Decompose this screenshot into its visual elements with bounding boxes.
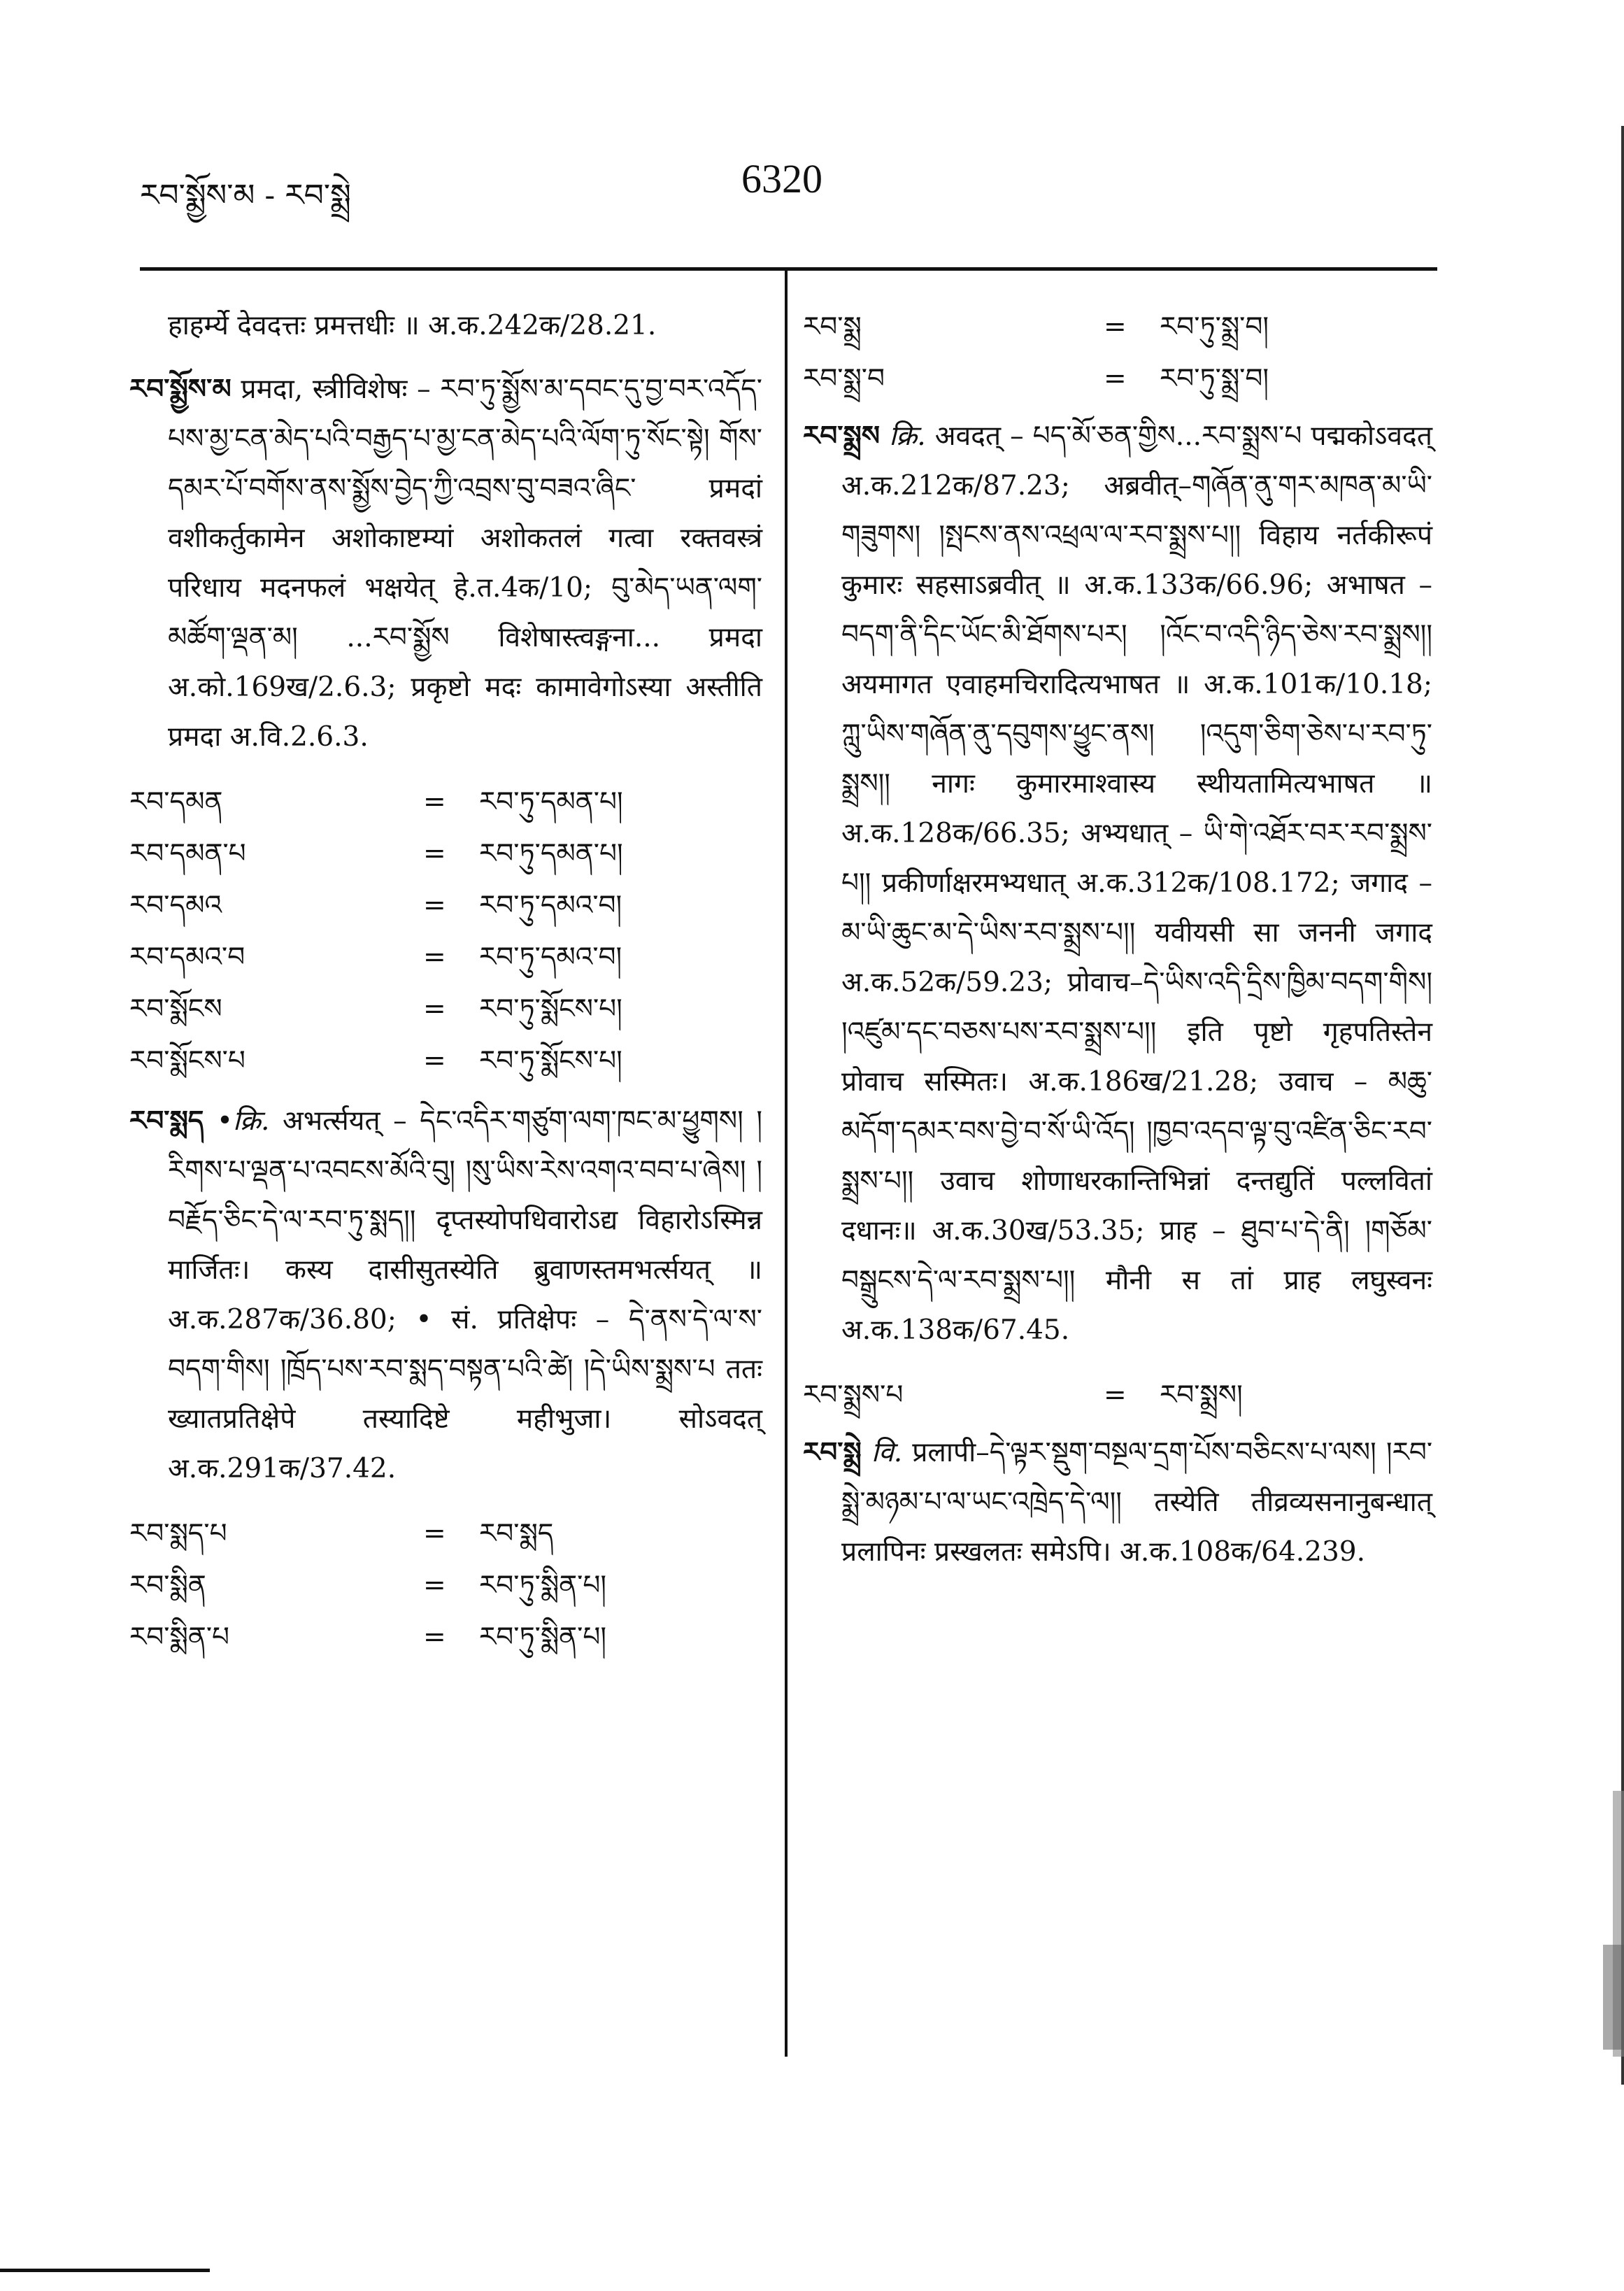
xref-target: རབ་ཏུ་སྨོངས་པ།	[479, 1044, 622, 1077]
xref-equals: =	[423, 1621, 446, 1653]
dictionary-entry	[803, 1428, 1432, 1577]
xref-equals: =	[423, 1044, 446, 1077]
xref-target: རབ་ཏུ་སྨྲ་བ།	[1160, 362, 1269, 395]
xref-target: རབ་ཏུ་དམའ་བ།	[479, 889, 622, 921]
grammar-label: वि.	[871, 1437, 903, 1468]
dictionary-entry	[129, 364, 762, 762]
xref-target: རབ་ཏུ་དམན་པ།	[479, 786, 623, 818]
cross-reference	[129, 1035, 762, 1086]
entry-text: अवदत् – པད་མོ་ཅན་གྱིས...རབ་སྨྲས་པ पद्मकोऽवदत् अ.क.212क/87.23; अब्रवीत्–གཞོན་ནུ་གར་མཁན་མ་ཡི་གཟུགས། །སྤངས་ནས་འཕྲལ་ལ་རབ་སྨྲས་པ།། विहाय नर्तकीरूपं कुमारः सहसाऽब्रवीत् ॥ अ.क.133क/66.96; अभाषत – བདག་ནི་དིང་ཡོང་མི་ཐོགས་པར། །འོང་བ་འདི་ཉིད་ཅེས་རབ་སྨྲས།། अयमागत एवाहमचिरादित्यभाषत ॥ अ.क.101क/10.18; ཀླུ་ཡིས་གཞོན་ནུ་དབུགས་ཕྱུང་ནས། །འདུག་ཅིག་ཅེས་པ་རབ་ཏུ་སྨྲས།། नागः कुमारमाश्वास्य स्थीयतामित्यभाषत ॥ अ.क.128क/66.35; अभ्यधात् – ཡི་གེ་འཐོར་བར་རབ་སྨྲས་པ།། प्रकीर्णाक्षरमभ्यधात् अ.क.312क/108.172; जगाद – མ་ཡི་ཆུང་མ་དེ་ཡིས་རབ་སྨྲས་པ།། यवीयसी सा जननी जगाद अ.क.52क/59.23; प्रोवाच–དེ་ཡིས་འདི་དྲིས་ཁྱིམ་བདག་གིས། །འཛུམ་དང་བཅས་པས་རབ་སྨྲས་པ།། इति पृष्टो गृहपतिस्तेन प्रोवाच सस्मितः। अ.क.186ख/21.28; उवाच – མཆུ་མདོག་དམར་བས་བྱེ་བ་སོ་ཡི་འོད། །ཁྱབ་འདབ་ལྟ་བུ་འཛིན་ཅིང་རབ་སྨྲས་པ།། उवाच शोणाधरकान्तिभिन्नां दन्तद्युतिं पल्लवितां दधानः॥ अ.क.30ख/53.35; प्राह – ཐུབ་པ་དེ་ནི། །གཅོམ་བསྒྲུངས་དེ་ལ་རབ་སྨྲས་པ།། मौनी स तां प्राह लघुस्वनः अ.क.138क/67.45.	[841, 420, 1432, 1346]
footer-rule	[0, 2269, 210, 2272]
xref-headword: རབ་དམན	[129, 786, 223, 818]
xref-equals: =	[423, 1569, 446, 1601]
cross-reference	[803, 353, 1432, 404]
page-number: 6320	[741, 156, 822, 201]
entry-headword: རབ་སྨད	[129, 1105, 204, 1137]
xref-headword: རབ་སྨིན	[129, 1569, 206, 1601]
xref-equals: =	[423, 1517, 446, 1549]
column-divider	[785, 269, 788, 2057]
grammar-label: •क्रि.	[216, 1105, 270, 1137]
cross-reference	[129, 1508, 762, 1559]
xref-equals: =	[423, 941, 446, 973]
entry-headword: རབ་སྨྱོས་མ	[129, 373, 232, 405]
cross-reference-list	[803, 301, 1432, 404]
xref-target: རབ་ཏུ་སྨྲ་བ།	[1160, 311, 1269, 343]
xref-headword: རབ་སྨྲ་བ	[803, 362, 885, 395]
xref-headword: རབ་དམའ་བ	[129, 941, 245, 973]
cross-reference	[129, 776, 762, 828]
cross-reference	[129, 1559, 762, 1611]
xref-headword: རབ་སྨོངས་པ	[129, 1044, 245, 1077]
entry-text: हाहर्म्ये देवदत्तः प्रमत्तधीः ॥ अ.क.242क/28.21.	[168, 310, 657, 341]
entry-headword: རབ་སྨྲེ	[803, 1436, 862, 1468]
xref-equals: =	[423, 837, 446, 870]
xref-equals: =	[1104, 1379, 1127, 1411]
entry-text: प्रलापी–དེ་ལྟར་སྡུག་བསྔལ་དྲག་པོས་བཅིངས་པ་ལས། །རབ་སྨྲེ་མཉམ་པ་ལ་ཡང་འཁྲེད་དེ་ལ།། तस्येति तीव्रव्यसनानुबन्धात् प्रलापिनः प्रस्खलतः समेऽपि। अ.क.108क/64.239.	[841, 1437, 1433, 1568]
entry-continuation	[129, 301, 762, 350]
xref-equals: =	[423, 889, 446, 921]
entry-text: अभर्त्सयत् – དེང་འདིར་གཙུག་ལག་ཁང་མ་ཕྱུགས། །རིགས་པ་ལྡན་པ་འབངས་མོའི་བུ། །སུ་ཡིས་རེས་འགའ་བབ་པ་ཞེས། །བརྗོད་ཅིང་དེ་ལ་རབ་ཏུ་སྨད།། दृप्तस्योपधिवारोऽद्य विहारोऽस्मिन्न मार्जितः। कस्य दासीसुतस्येति ब्रुवाणस्तमभर्त्सयत् ॥ अ.क.287क/36.80; • सं. प्रतिक्षेपः – དེ་ནས་དེ་ལ་ས་བདག་གིས། །ཁྲོད་པས་རབ་སྨད་བསྟན་པའི་ཚེ། །དེ་ཡིས་སྨྲས་པ ततः ख्यातप्रतिक्षेपे तस्यादिष्टे महीभुजा। सोऽवदत् अ.क.291क/37.42.	[168, 1105, 762, 1484]
xref-headword: རབ་སྨྲས་པ	[803, 1379, 904, 1411]
xref-headword: རབ་སྨད་པ	[129, 1517, 227, 1549]
cross-reference	[129, 983, 762, 1035]
dictionary-entry	[129, 1096, 762, 1494]
scan-edge-artifact	[1561, 126, 1624, 2085]
entry-text: प्रमदा, स्त्रीविशेषः – རབ་ཏུ་སྨྱོས་མ་དབང་དུ་བྱ་བར་འདོད་པས་མྱ་ངན་མེད་པའི་བརྒྱད་པ་མྱ་ངན་མེད་པའི་ལོག་ཏུ་སོང་སྟེ། གོས་དམར་པོ་བགོས་ནས་སྨྱོས་བྱེད་ཀྱི་འབྲས་བུ་བཟའ་ཞིང་ प्रमदां वशीकर्तुकामेन अशोकाष्टम्यां अशोकतलं गत्वा रक्तवस्त्रं परिधाय मदनफलं भक्षयेत् हे.त.4क/10; བུ་མེད་ཡན་ལག་མཚོག་ལྡན་མ། ...རབ་སྨྱོས विशेषास्त्वङ्गना... प्रमदा अ.को.169ख/2.6.3; प्रकृष्टो मदः कामावेगोऽस्या अस्तीति प्रमदा अ.वि.2.6.3.	[168, 374, 762, 753]
cross-reference-list	[129, 776, 762, 1086]
xref-target: རབ་ཏུ་དམའ་བ།	[479, 941, 622, 973]
xref-equals: =	[1104, 362, 1127, 395]
dictionary-entry	[803, 411, 1432, 1355]
right-column	[803, 301, 1432, 1591]
running-head: རབ་སྨྱོས་མ - རབ་སྨྲེ	[140, 178, 351, 213]
xref-target: རབ་སྨད	[479, 1517, 554, 1549]
xref-headword: རབ་དམན་པ	[129, 837, 246, 870]
entry-headword: རབ་སྨྲས	[803, 420, 881, 452]
grammar-label: क्रि.	[889, 420, 926, 452]
header-rule	[140, 267, 1437, 271]
xref-target: རབ་ཏུ་སྨོངས་པ།	[479, 993, 622, 1025]
xref-equals: =	[423, 993, 446, 1025]
xref-headword: རབ་དམའ	[129, 889, 222, 921]
cross-reference-list	[803, 1369, 1432, 1421]
left-column	[129, 301, 762, 1663]
cross-reference	[129, 931, 762, 983]
xref-headword: རབ་སྨིན་པ	[129, 1621, 230, 1653]
xref-target: རབ་ཏུ་སྨིན་པ།	[479, 1569, 607, 1601]
xref-headword: རབ་སྨྲ	[803, 311, 862, 343]
cross-reference-list	[129, 1508, 762, 1663]
cross-reference	[129, 1611, 762, 1663]
cross-reference	[803, 301, 1432, 353]
xref-headword: རབ་སྨོངས	[129, 993, 222, 1025]
xref-equals: =	[1104, 311, 1127, 343]
xref-target: རབ་ཏུ་དམན་པ།	[479, 837, 623, 870]
xref-target: རབ་སྨྲས།	[1160, 1379, 1243, 1411]
cross-reference	[803, 1369, 1432, 1421]
xref-target: རབ་ཏུ་སྨིན་པ།	[479, 1621, 607, 1653]
xref-equals: =	[423, 786, 446, 818]
cross-reference	[129, 828, 762, 879]
cross-reference	[129, 879, 762, 931]
